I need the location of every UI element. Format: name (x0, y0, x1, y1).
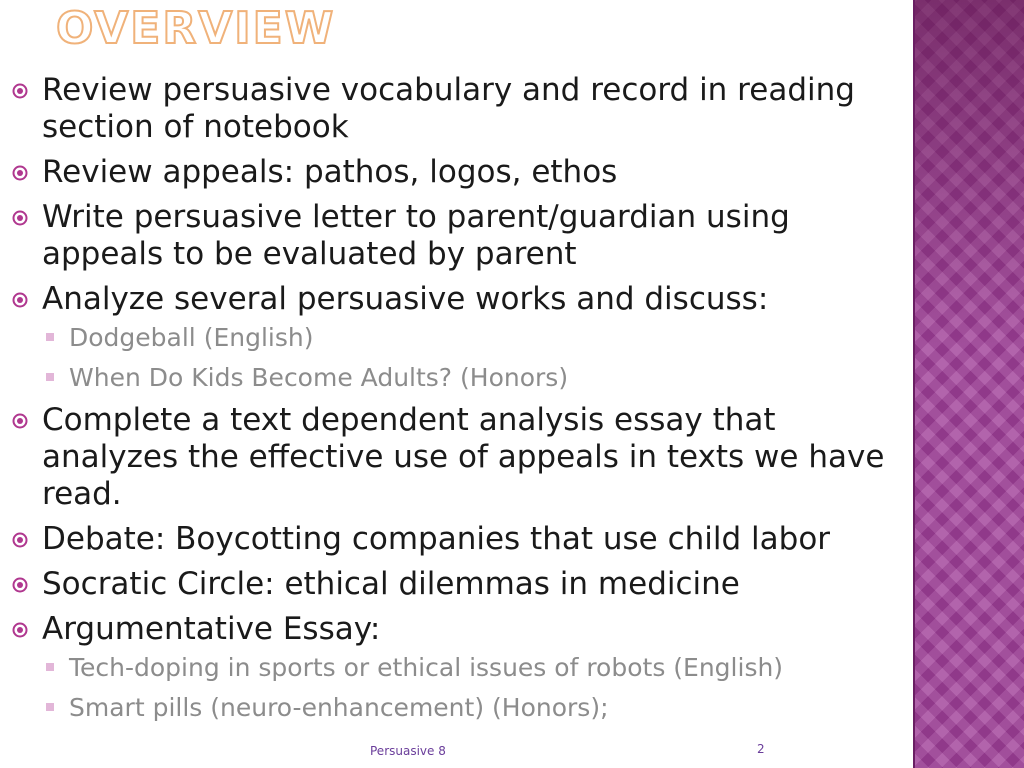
circle-dot-icon (12, 210, 28, 226)
circle-dot-icon (12, 577, 28, 593)
sub-bullet-item (42, 322, 910, 354)
circle-dot-icon (12, 413, 28, 429)
bullet-text: Complete a text dependent analysis essay that analyzes the effective use of appeals in texts we have read. (42, 402, 885, 512)
bullet-text: Review persuasive vocabulary and record in reading section of notebook (42, 72, 855, 145)
bullet-item (0, 154, 910, 191)
bullet-text: Analyze several persuasive works and discuss: (42, 281, 769, 317)
circle-dot-icon (12, 292, 28, 308)
circle-dot-icon (12, 532, 28, 548)
sub-bullet-list (42, 652, 910, 724)
bullet-item (0, 72, 910, 146)
bullet-item (0, 199, 910, 273)
square-icon (46, 663, 54, 671)
bullet-item (0, 402, 910, 513)
sub-bullet-item (42, 652, 910, 684)
bullet-text: Write persuasive letter to parent/guardian using appeals to be evaluated by parent (42, 199, 790, 272)
bullet-text: Review appeals: pathos, logos, ethos (42, 154, 618, 190)
bullet-item (0, 521, 910, 558)
bullet-item (0, 281, 910, 394)
sub-bullet-list (42, 322, 910, 394)
circle-dot-icon (12, 622, 28, 638)
circle-dot-icon (12, 83, 28, 99)
sub-bullet-text: Dodgeball (English) (69, 323, 314, 352)
bullet-text: Debate: Boycotting companies that use child labor (42, 521, 831, 557)
page-number: 2 (757, 742, 765, 756)
circle-dot-icon (12, 165, 28, 181)
decorative-side-panel (913, 0, 1024, 768)
sub-bullet-item (42, 362, 910, 394)
slide-title: OVERVIEW (56, 3, 336, 54)
sub-bullet-item (42, 692, 910, 724)
sub-bullet-text: When Do Kids Become Adults? (Honors) (69, 363, 569, 392)
bullet-text: Socratic Circle: ethical dilemmas in medicine (42, 566, 740, 602)
square-icon (46, 703, 54, 711)
bullet-item (0, 611, 910, 724)
bullet-text: Argumentative Essay: (42, 611, 381, 647)
square-icon (46, 333, 54, 341)
bullet-list (0, 72, 910, 732)
square-icon (46, 373, 54, 381)
slide-footer: Persuasive 8 (370, 744, 446, 758)
bullet-item (0, 566, 910, 603)
sub-bullet-text: Smart pills (neuro-enhancement) (Honors); (69, 693, 609, 722)
sub-bullet-text: Tech-doping in sports or ethical issues of robots (English) (69, 653, 784, 682)
